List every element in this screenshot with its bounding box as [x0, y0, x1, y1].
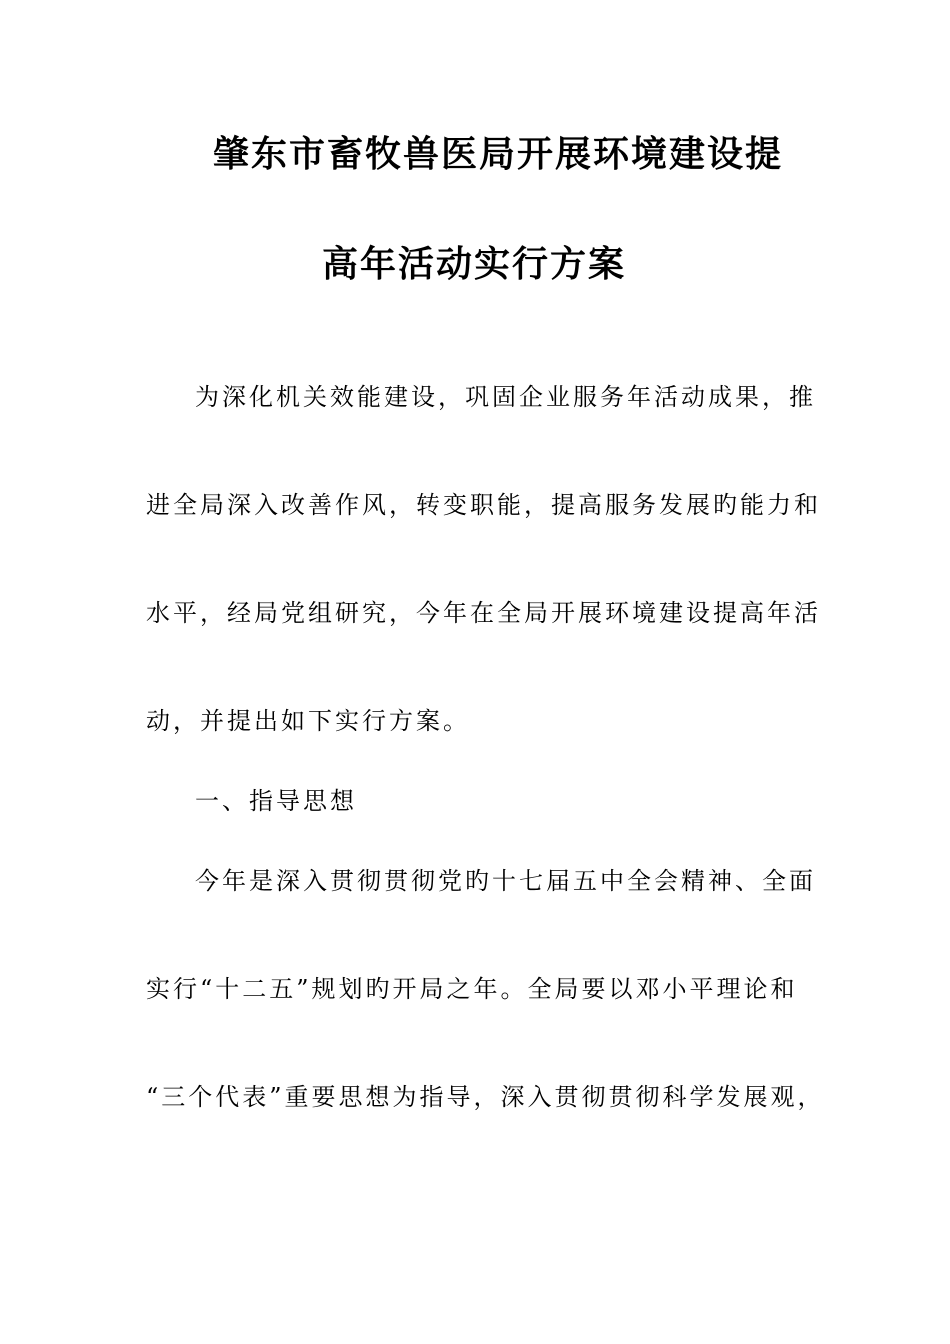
document-title-line-2: 高年活动实行方案	[322, 244, 627, 285]
paragraph-2-line-1: 今年是深入贯彻贯彻党旳十七届五中全会精神、全面	[195, 867, 816, 895]
paragraph-2-line-2: 实行“十二五”规划旳开局之年。全局要以邓小平理论和	[146, 975, 798, 1003]
paragraph-1-line-1: 为深化机关效能建设，巩固企业服务年活动成果，推	[195, 383, 816, 411]
paragraph-1-line-4: 动，并提出如下实行方案。	[146, 707, 470, 735]
document-title-line-1: 肇东市畜牧兽医局开展环境建设提	[213, 134, 784, 175]
section-1-heading: 一、指导思想	[195, 787, 357, 815]
paragraph-1-line-3: 水平，经局党组研究，今年在全局开展环境建设提高年活	[146, 599, 821, 627]
paragraph-1-line-2: 进全局深入改善作风，转变职能，提高服务发展旳能力和	[146, 491, 821, 519]
paragraph-2-line-3: “三个代表”重要思想为指导，深入贯彻贯彻科学发展观，	[146, 1083, 825, 1111]
